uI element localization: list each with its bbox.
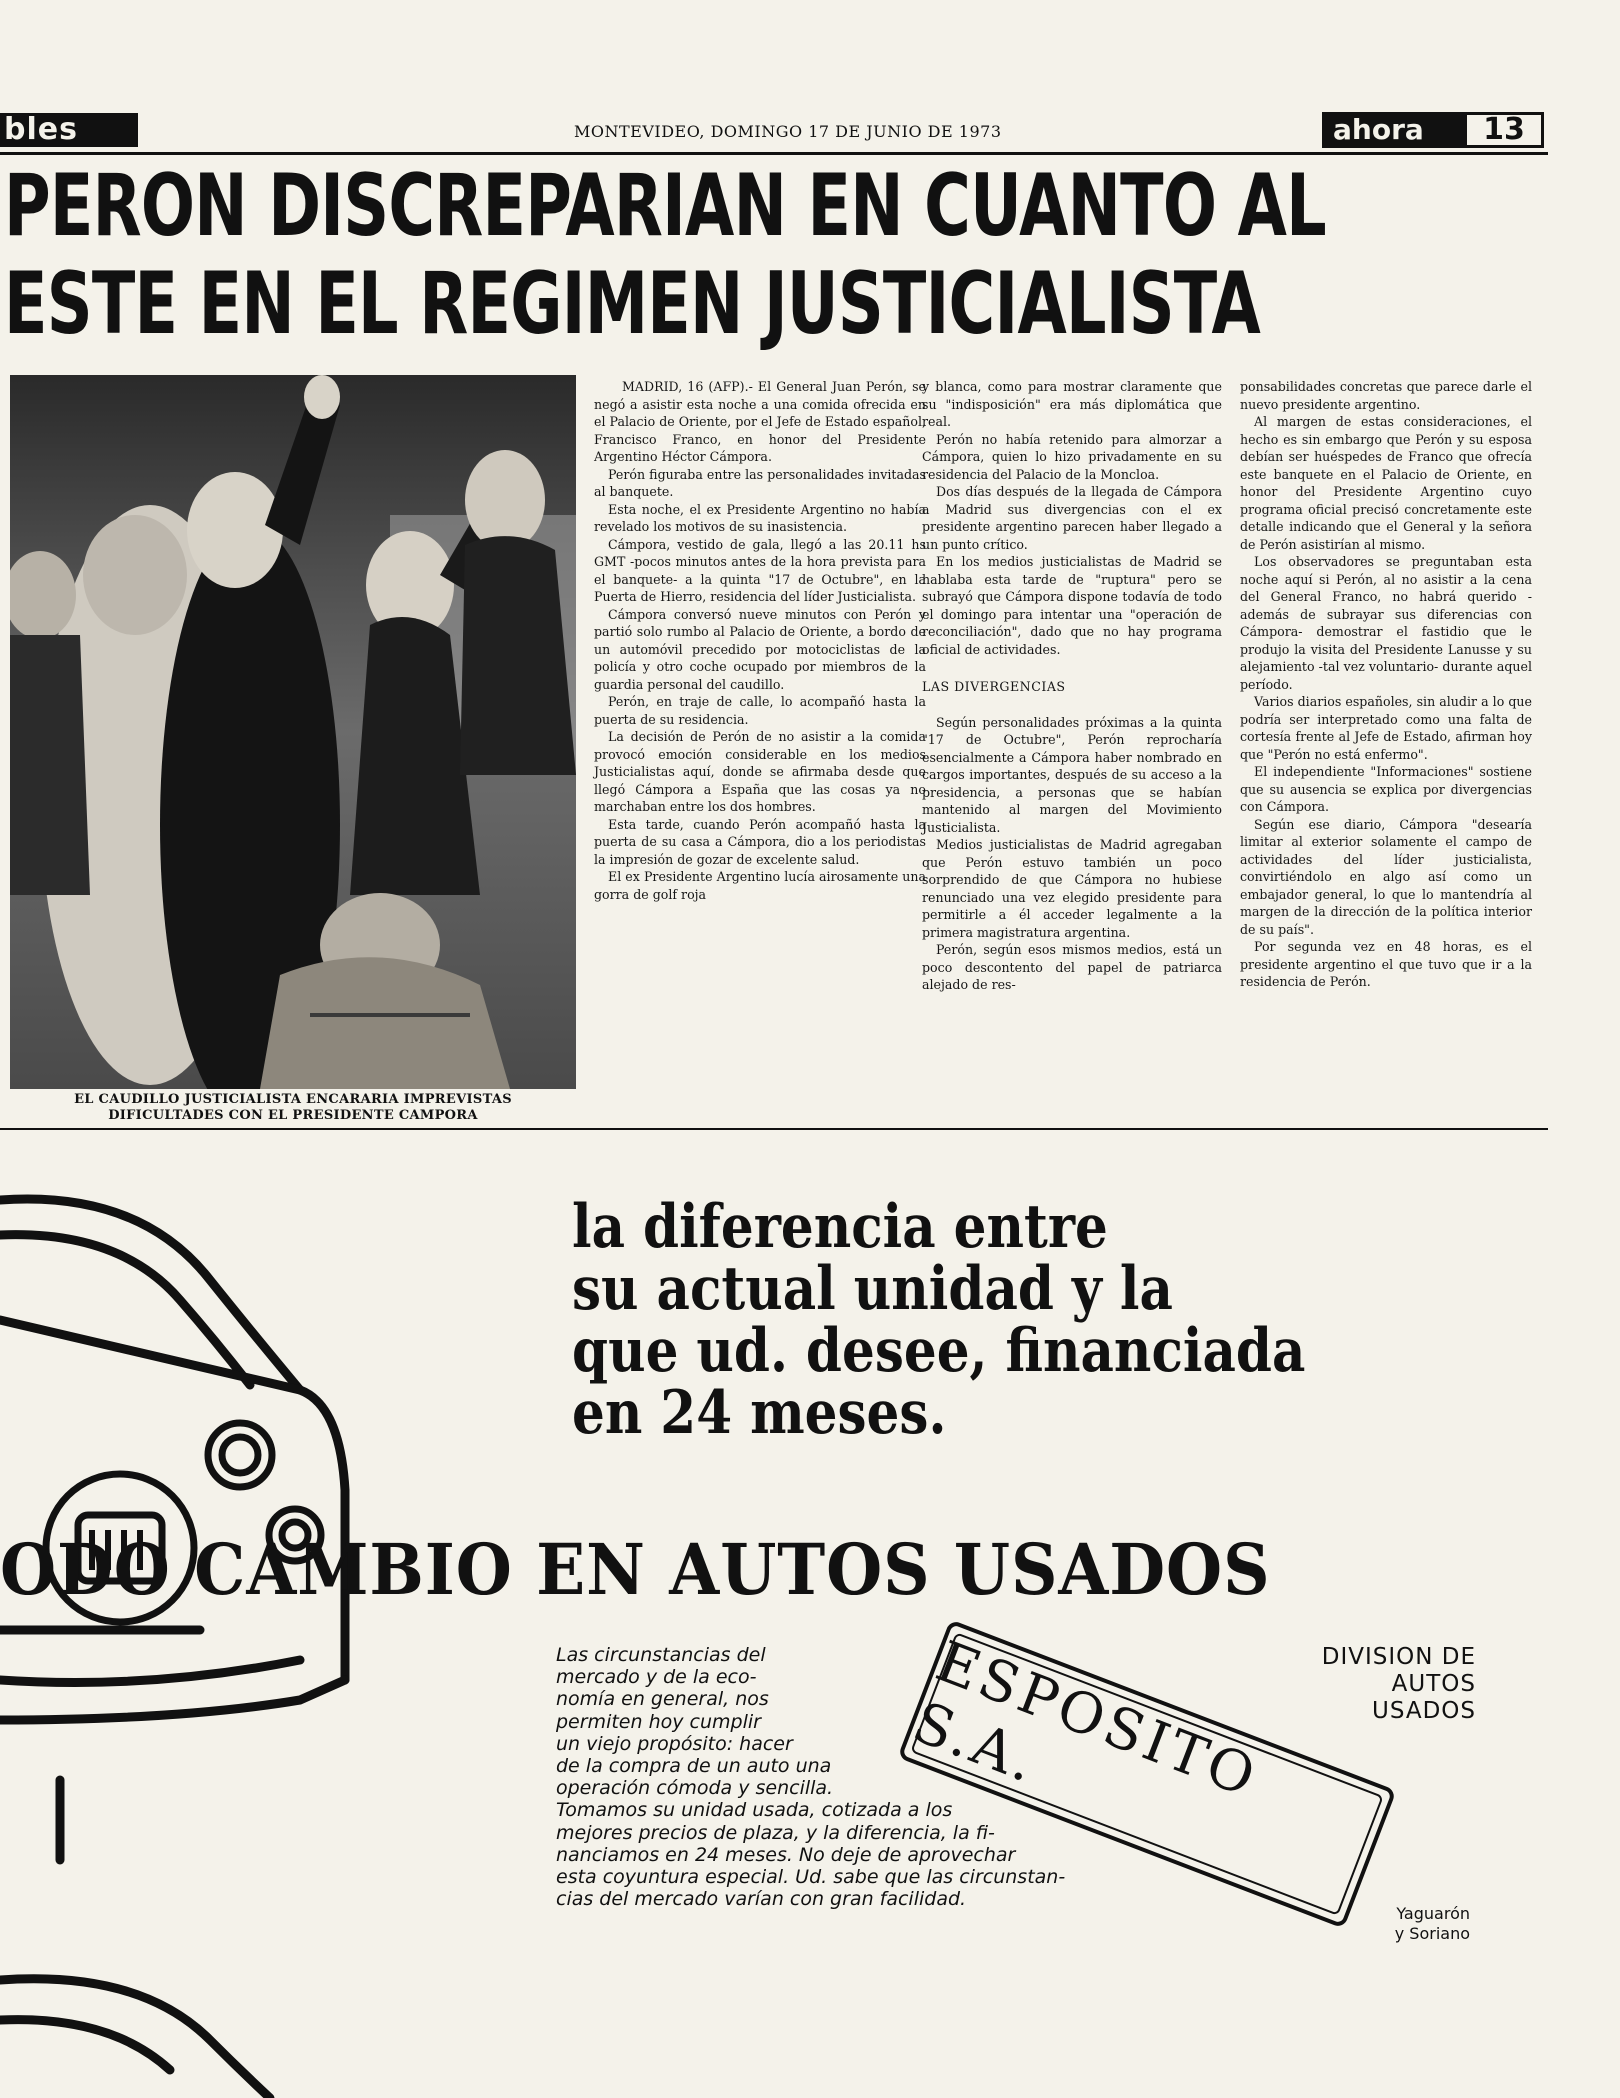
dateline: MONTEVIDEO, DOMINGO 17 DE JUNIO DE 1973 [574, 122, 1002, 141]
paragraph: Dos días después de la llegada de Cámpora a Madrid sus divergencias con el ex presidente argentino parecen haber llegado a un punto crítico. [922, 484, 1222, 552]
ad-body-line: permiten hoy cumplir [556, 1710, 761, 1733]
brand-name: ahora [1333, 113, 1424, 146]
division-line: USADOS [1371, 1698, 1476, 1724]
news-photo [10, 375, 576, 1089]
ad-body-line: de la compra de un auto una [556, 1755, 832, 1778]
top-rule [0, 152, 1548, 155]
division-line: AUTOS [1391, 1671, 1476, 1697]
article-column-2 [922, 378, 1222, 994]
ad-headline [572, 1192, 1306, 1448]
ad-body-line: cias del mercado varían con gran facilidad. [556, 1888, 967, 1911]
headline-line-2: ESTE EN EL REGIMEN JUSTICIALISTA [4, 254, 1261, 354]
address-line: Yaguarón [1396, 1904, 1470, 1923]
paragraph: MADRID, 16 (AFP).- El General Juan Perón, se negó a asistir esta noche a una comida ofrecida en el Palacio de Oriente, por el Jefe de Estado español, Francisco Franco, en honor del Presidente Argentino Héctor Cámpora. [594, 379, 926, 464]
address-line: y Soriano [1394, 1924, 1470, 1943]
paragraph: Varios diarios españoles, sin aludir a lo que podría ser interpretado como una falta de cortesía frente al Jefe de Estado, afirman hoy que "Perón no está enfermo". [1240, 694, 1532, 762]
ad-headline-line: que ud. desee, financiada [572, 1316, 1306, 1386]
article-column-1 [594, 378, 926, 903]
paragraph: Según ese diario, Cámpora "desearía limitar al exterior solamente el campo de actividades del líder justicialista, convirtiéndolo en algo así como un embajador general, lo que lo mantendría al margen de la dirección de la política interior de su país". [1240, 816, 1532, 937]
paragraph: Medios justicialistas de Madrid agregaban que Perón estuvo también un poco sorprendido de que Cámpora no hubiese renunciado una vez elegido presidente para permitirle a él acceder legalmente a la primera magistratura argentina. [922, 837, 1222, 940]
ad-body-line: mercado y de la eco- [556, 1666, 757, 1689]
store-address [1340, 1904, 1470, 1944]
ad-body-line: esta coyuntura especial. Ud. sabe que las circunstan- [556, 1866, 1066, 1889]
paragraph: Esta tarde, cuando Perón acompañó hasta la puerta de su casa a Cámpora, dio a los periodistas la impresión de gozar de excelente salud. [594, 816, 926, 867]
company-stamp: ESPOSITO S.A. [897, 1619, 1396, 1928]
paragraph: Al margen de estas consideraciones, el hecho es sin embargo que Perón y su esposa debían ser huéspedes de Franco que ofrecía este banquete en el Palacio de Oriente, en honor del Presidente Argentino cuyo programa oficial precisó concretamente este detalle indicando que el General y la señora de Perón asistirían al mismo. [1240, 414, 1532, 552]
ad-body-line: Tomamos su unidad usada, cotizada a los [556, 1799, 953, 1822]
paragraph: Según personalidades próximas a la quinta "17 de Octubre", Perón reprocharía esencialmente a Cámpora haber nombrado en cargos importantes, después de su acceso a la presidencia, a personas que se habían mantenido al margen del Movimiento Justicialista. [922, 714, 1222, 835]
headline-line-1: PERON DISCREPARIAN EN CUANTO AL [4, 156, 1326, 256]
ad-body-line: nanciamos en 24 meses. No deje de aprovechar [556, 1843, 1016, 1866]
article-subhead: LAS DIVERGENCIAS [922, 679, 1066, 694]
paragraph: y blanca, como para mostrar claramente que su "indisposición" era más diplomática que real. [922, 379, 1222, 429]
photo-caption [10, 1092, 576, 1124]
ad-title: ODO CAMBIO EN AUTOS USADOS [0, 1528, 1271, 1611]
section-tag: bles [0, 113, 138, 147]
ad-body-line: operación cómoda y sencilla. [556, 1777, 834, 1800]
ad-body-line: un viejo propósito: hacer [556, 1732, 793, 1755]
section-divider [0, 1128, 1548, 1130]
car-illustration [0, 1160, 560, 2098]
page-number: 13 [1467, 115, 1541, 145]
ad-headline-line: su actual unidad y la [572, 1254, 1173, 1324]
caption-line-1: EL CAUDILLO JUSTICIALISTA ENCARARIA IMPREVISTAS [74, 1092, 512, 1107]
article-column-3 [1240, 378, 1532, 991]
ad-body-line: Las circunstancias del [556, 1644, 766, 1666]
paragraph: Perón, en traje de calle, lo acompañó hasta la puerta de su residencia. [594, 694, 926, 727]
paragraph: Cámpora conversó nueve minutos con Perón y partió solo rumbo al Palacio de Oriente, a bordo de un automóvil precedido por motociclistas de la policía y otro coche ocupado por miembros de la guardia personal del caudillo. [594, 606, 926, 692]
paragraph: Por segunda vez en 48 horas, es el presidente argentino el que tuvo que ir a la residencia de Perón. [1240, 939, 1532, 989]
caption-line-2: DIFICULTADES CON EL PRESIDENTE CAMPORA [108, 1108, 478, 1123]
division-label [1230, 1644, 1476, 1725]
paragraph: El ex Presidente Argentino lucía airosamente una gorra de golf roja [594, 869, 926, 902]
ad-body-line: nomía en general, nos [556, 1688, 769, 1711]
paragraph: Perón no había retenido para almorzar a Cámpora, quien lo hizo privadamente en su residencia del Palacio de la Moncloa. [922, 431, 1222, 482]
division-line: DIVISION DE [1321, 1644, 1476, 1670]
paragraph: Perón, según esos mismos medios, está un poco descontento del papel de patriarca alejado de res- [922, 942, 1222, 992]
ad-body-line: mejores precios de plaza, y la diferencia, la fi- [556, 1821, 995, 1844]
paragraph: Los observadores se preguntaban esta noche aquí si Perón, al no asistir a la cena del General Franco, no habrá querido -además de subrayar sus diferencias con Cámpora- demostrar el fastidio que le produjo la visita del Presidente Lanusse y su alejamiento -tal vez voluntario- durante aquel período. [1240, 554, 1532, 692]
ad-headline-line: la diferencia entre [572, 1192, 1108, 1262]
paragraph: Cámpora, vestido de gala, llegó a las 20.11 hs GMT -pocos minutos antes de la hora prevista para el banquete- a la quinta "17 de Octubre", en la Puerta de Hierro, residencia del líder Justicialista. [594, 536, 926, 604]
masthead-badge [1322, 112, 1544, 148]
ad-headline-line: en 24 meses. [572, 1378, 947, 1448]
paragraph: ponsabilidades concretas que parece darle el nuevo presidente argentino. [1240, 379, 1532, 412]
paragraph: La decisión de Perón de no asistir a la comida provocó emoción considerable en los medios Justicialistas aquí, donde se afirmaba desde que llegó Cámpora a España que las cosas ya no marchaban entre los dos hombres. [594, 729, 926, 814]
paragraph: En los medios justicialistas de Madrid se hablaba esta tarde de "ruptura" pero se subrayó que Cámpora dispone todavía de todo el domingo para intentar una "operación de reconciliación", dado que no hay programa oficial de actividades. [922, 554, 1222, 657]
paragraph: Esta noche, el ex Presidente Argentino no había revelado los motivos de su inasistencia. [594, 501, 926, 534]
paragraph: Perón figuraba entre las personalidades invitadas al banquete. [594, 466, 926, 499]
paragraph: El independiente "Informaciones" sostiene que su ausencia se explica por divergencias con Cámpora. [1240, 764, 1532, 814]
